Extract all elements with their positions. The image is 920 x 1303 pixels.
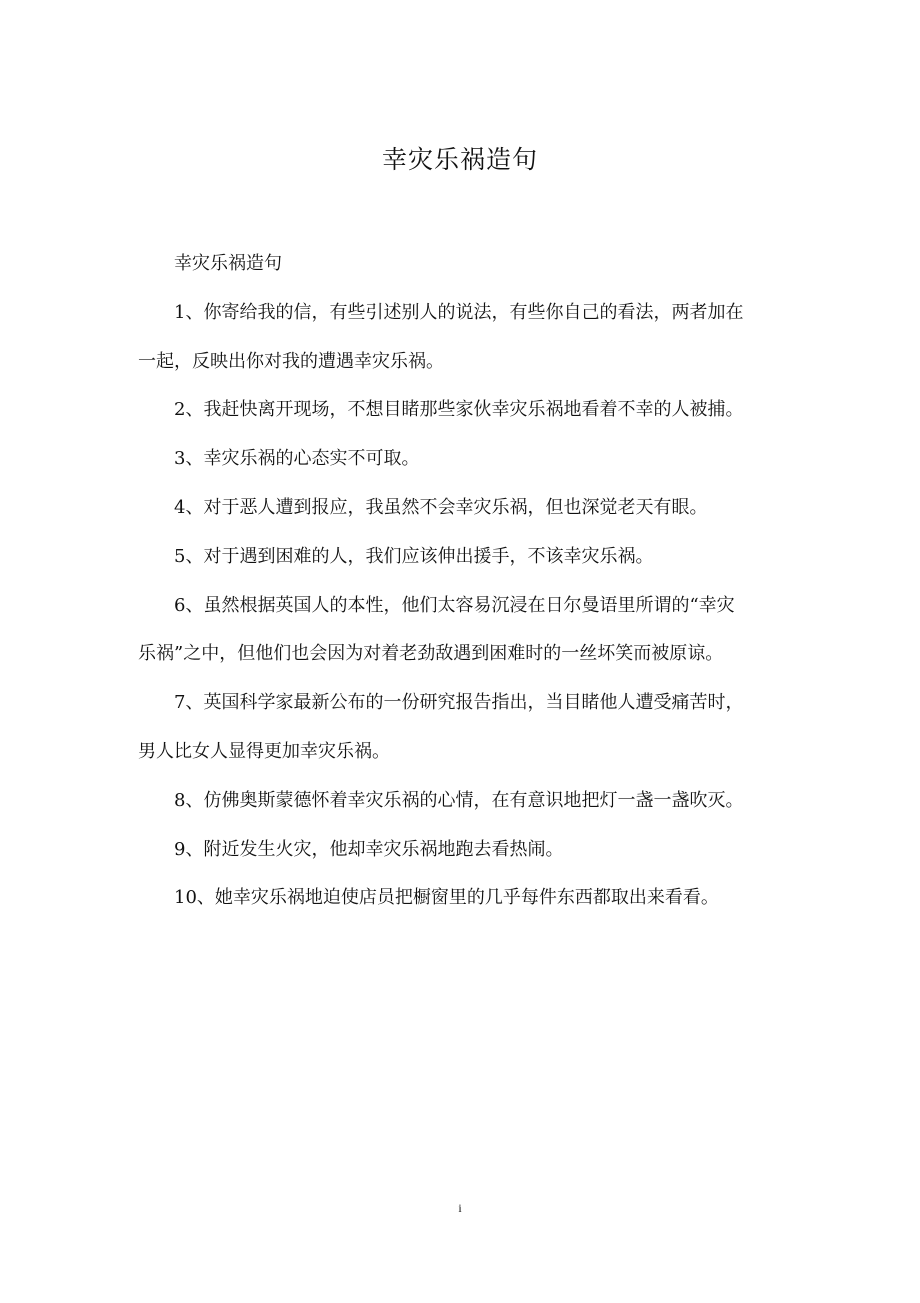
page-number: i	[458, 1201, 462, 1215]
sentence-10: 10、她幸灾乐祸地迫使店员把橱窗里的几乎每件东西都取出来看看。	[174, 887, 719, 909]
sentence-6: 6、虽然根据英国人的本性，他们太容易沉浸在日尔曼语里所谓的“幸灾乐祸”之中，但他们也会因为对着老劲敌遇到困难时的一丝坏笑而被原谅。	[138, 594, 735, 665]
document-title: 幸灾乐祸造句	[381, 145, 538, 174]
paragraph-heading: 幸灾乐祸造句	[174, 253, 282, 274]
sentence-4: 4、对于恶人遭到报应，我虽然不会幸灾乐祸，但也深觉老天有眼。	[174, 496, 708, 518]
sentence-8: 8、仿佛奥斯蒙德怀着幸灾乐祸的心情，在有意识地把灯一盏一盏吹灭。	[174, 789, 744, 811]
sentence-9: 9、附近发生火灾，他却幸灾乐祸地跑去看热闹。	[174, 838, 564, 860]
sentence-2: 2、我赶快离开现场，不想目睹那些家伙幸灾乐祸地看着不幸的人被捕。	[174, 399, 744, 421]
sentence-3: 3、幸灾乐祸的心态实不可取。	[174, 448, 420, 470]
sentence-7: 7、英国科学家最新公布的一份研究报告指出，当目睹他人遭受痛苦时，男人比女人显得更加幸灾乐祸。	[138, 692, 744, 762]
document-body	[138, 240, 748, 923]
sentence-5: 5、对于遇到困难的人，我们应该伸出援手，不该幸灾乐祸。	[174, 545, 654, 567]
sentence-1: 1、你寄给我的信，有些引述别人的说法，有些你自己的看法，两者加在一起，反映出你对我的遭遇幸灾乐祸。	[138, 301, 744, 372]
